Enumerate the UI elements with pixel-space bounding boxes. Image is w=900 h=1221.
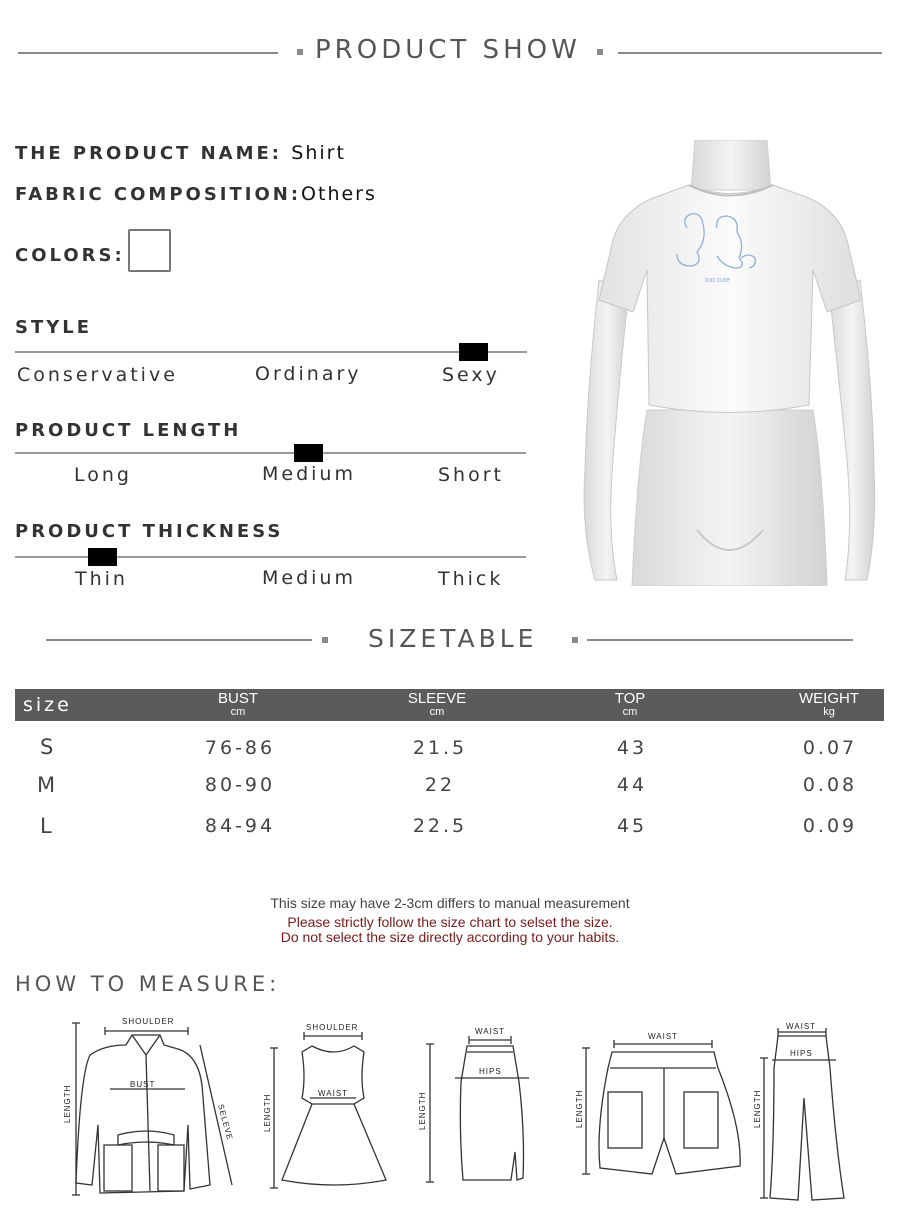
row-s-weight: 0.07 xyxy=(802,737,858,759)
row-s-size: S xyxy=(40,735,54,759)
shorts-length-label: LENGTH xyxy=(575,1089,584,1128)
dress-shoulder-label: SHOULDER xyxy=(306,1023,359,1032)
length-scale-line xyxy=(15,452,526,454)
thickness-marker xyxy=(88,548,117,566)
fabric-label: FABRIC COMPOSITION: xyxy=(15,184,302,205)
sizetable-bullet-right xyxy=(572,637,578,643)
dress-length-label: LENGTH xyxy=(263,1093,272,1132)
length-label: PRODUCT LENGTH xyxy=(15,420,242,441)
row-l-size: L xyxy=(40,814,52,838)
sizetable-rule-right xyxy=(587,639,853,641)
pants-measure-diagram xyxy=(750,1018,850,1203)
row-l-weight: 0.09 xyxy=(802,815,858,837)
row-l-top: 45 xyxy=(616,815,648,837)
header-rule-left xyxy=(18,52,278,54)
jacket-measure-diagram xyxy=(60,1015,240,1200)
shorts-waist-label: WAIST xyxy=(648,1032,679,1041)
fabric-row xyxy=(15,183,377,205)
pants-waist-label: WAIST xyxy=(786,1022,817,1031)
col-header-sleeve: SLEEVE cm xyxy=(407,690,467,718)
length-option-short: Short xyxy=(438,464,504,486)
jacket-shoulder-label: SHOULDER xyxy=(122,1017,175,1026)
size-warning-line-1: Please strictly follow the size chart to selset the size. xyxy=(287,914,613,930)
row-m-bust: 80-90 xyxy=(204,774,276,796)
style-scale-line xyxy=(15,351,527,353)
header-rule-right xyxy=(618,52,882,54)
sizetable-title: SIZETABLE xyxy=(368,624,538,653)
style-option-sexy: Sexy xyxy=(442,364,500,386)
colors-label: COLORS: xyxy=(15,245,125,266)
thickness-option-medium: Medium xyxy=(262,567,356,589)
row-m-sleeve: 22 xyxy=(424,774,456,796)
product-name-label: THE PRODUCT NAME: xyxy=(15,143,282,164)
length-option-medium: Medium xyxy=(262,463,356,485)
length-option-long: Long xyxy=(74,464,132,486)
sizetable-bullet-left xyxy=(322,637,328,643)
pants-hips-label: HIPS xyxy=(790,1049,813,1058)
row-m-top: 44 xyxy=(616,774,648,796)
size-warning xyxy=(0,915,900,945)
row-s-top: 43 xyxy=(616,737,648,759)
row-s-sleeve: 21.5 xyxy=(412,737,468,759)
jacket-sleeve-label: SELEVE xyxy=(216,1103,235,1142)
jacket-bust-label: BUST xyxy=(130,1080,156,1089)
header-bullet-left xyxy=(297,49,303,55)
dress-measure-diagram xyxy=(260,1018,400,1193)
fabric-value: Others xyxy=(301,183,377,205)
style-marker xyxy=(459,343,488,361)
jacket-length-label: LENGTH xyxy=(63,1084,72,1123)
thickness-option-thick: Thick xyxy=(438,568,504,590)
style-option-ordinary: Ordinary xyxy=(255,363,362,385)
color-swatch-white[interactable] xyxy=(128,229,171,272)
dress-waist-label: WAIST xyxy=(318,1089,349,1098)
row-m-size: M xyxy=(37,773,56,797)
skirt-waist-label: WAIST xyxy=(475,1027,506,1036)
header-bullet-right xyxy=(597,49,603,55)
style-option-conservative: Conservative xyxy=(17,364,178,386)
col-header-top: TOP cm xyxy=(614,690,646,718)
col-header-size: size xyxy=(23,694,72,716)
col-header-bust: BUST cm xyxy=(217,690,258,718)
product-photo xyxy=(577,140,882,586)
row-s-bust: 76-86 xyxy=(204,737,276,759)
row-m-weight: 0.08 xyxy=(802,774,858,796)
size-table-header xyxy=(15,689,884,721)
row-l-bust: 84-94 xyxy=(204,815,276,837)
product-name-value: Shirt xyxy=(291,142,346,164)
size-note: This size may have 2-3cm differs to manual measurement xyxy=(270,895,630,911)
col-header-weight: WEIGHT kg xyxy=(799,690,859,718)
pants-length-label: LENGTH xyxy=(753,1089,762,1128)
skirt-hips-label: HIPS xyxy=(479,1067,502,1076)
skirt-measure-diagram xyxy=(415,1022,540,1197)
row-l-sleeve: 22.5 xyxy=(412,815,468,837)
style-label: STYLE xyxy=(15,317,93,338)
page-title: PRODUCT SHOW xyxy=(315,35,581,65)
print-text: too cute xyxy=(705,277,730,284)
sizetable-rule-left xyxy=(46,639,312,641)
skirt-length-label: LENGTH xyxy=(418,1091,427,1130)
size-warning-line-2: Do not select the size directly according to your habits. xyxy=(280,929,620,945)
length-marker xyxy=(294,444,323,462)
thickness-option-thin: Thin xyxy=(75,568,128,590)
shorts-measure-diagram xyxy=(572,1028,747,1178)
how-to-measure-title: HOW TO MEASURE: xyxy=(15,972,281,996)
product-name-row xyxy=(15,142,346,164)
thickness-label: PRODUCT THICKNESS xyxy=(15,521,284,542)
